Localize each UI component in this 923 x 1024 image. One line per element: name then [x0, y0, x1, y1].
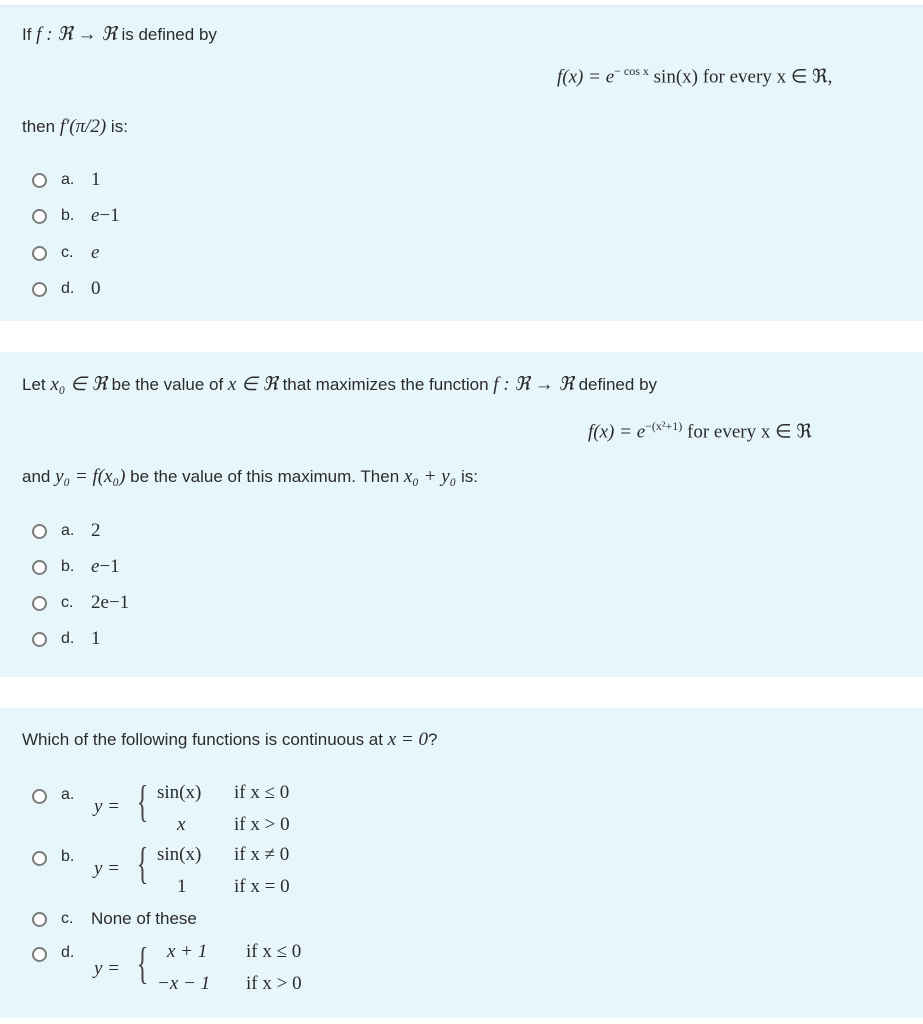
option-a[interactable] — [32, 169, 101, 191]
radio-button[interactable] — [32, 912, 47, 927]
question-1-prompt: then f′(π/2) is: — [22, 116, 128, 137]
piece-1-condition: if x ≤ 0 — [234, 782, 290, 803]
question-3-prompt: Which of the following functions is continuous at x = 0? — [22, 729, 438, 750]
radio-button[interactable] — [32, 596, 47, 611]
piece-2-condition: if x > 0 — [234, 814, 290, 835]
option-letter: d. — [61, 944, 75, 961]
option-d[interactable] — [32, 939, 302, 994]
question-2-intro: Let x₀ ∈ ℜ be the value of x ∈ ℜ that maximizes the function f : ℜ → ℜ defined by — [22, 374, 658, 395]
piece-2-expr: x — [177, 814, 186, 835]
option-letter: d. — [61, 280, 75, 297]
option-letter: d. — [61, 630, 75, 647]
option-b[interactable] — [32, 205, 120, 227]
option-exponent: −1 — [99, 556, 120, 577]
piece-2-expr: 1 — [177, 876, 187, 897]
radio-button[interactable] — [32, 560, 47, 575]
piece-1-expr: x + 1 — [167, 941, 208, 962]
option-d[interactable] — [32, 628, 101, 650]
piece-2-expr: −x − 1 — [157, 973, 211, 994]
option-value: e — [91, 205, 100, 226]
question-2-formula: $f(x) = e^{-(x^2+1)}$ for every x ∈ ℜ — [588, 419, 812, 443]
option-value: 1 — [91, 628, 101, 649]
piece-1-condition: if x ≤ 0 — [246, 941, 302, 962]
option-letter: c. — [61, 910, 74, 927]
option-value: 1 — [91, 169, 101, 190]
option-value: 2 — [91, 520, 101, 541]
question-1-intro: If f : ℜ → ℜ is defined by — [22, 24, 217, 45]
piece-1-expr: sin(x) — [157, 782, 202, 803]
option-letter: c. — [61, 594, 74, 611]
question-2-card — [0, 352, 923, 677]
brace: { — [136, 777, 149, 826]
option-c[interactable] — [32, 909, 197, 929]
question-1-card — [0, 5, 923, 321]
option-letter: b. — [61, 207, 75, 224]
piecewise-lhs: y = — [94, 858, 121, 879]
option-exponent: −1 — [99, 205, 120, 226]
option-letter: c. — [61, 244, 74, 261]
radio-button[interactable] — [32, 947, 47, 962]
option-b[interactable] — [32, 556, 120, 578]
piece-1-expr: sin(x) — [157, 844, 202, 865]
radio-button[interactable] — [32, 851, 47, 866]
option-a[interactable] — [32, 777, 290, 835]
option-d[interactable] — [32, 278, 101, 300]
radio-button[interactable] — [32, 524, 47, 539]
option-c[interactable] — [32, 242, 99, 264]
question-1-formula: $f(x) = e^{- cos x}$ sin(x) for every x ∈ ℜ, — [557, 64, 833, 88]
option-value: 0 — [91, 278, 101, 299]
question-3-card — [0, 708, 923, 1018]
radio-button[interactable] — [32, 209, 47, 224]
radio-button[interactable] — [32, 632, 47, 647]
option-value: e — [91, 242, 100, 263]
option-a[interactable] — [32, 520, 101, 542]
option-letter: b. — [61, 848, 75, 865]
option-letter: a. — [61, 171, 75, 188]
option-value: None of these — [91, 909, 197, 928]
question-2-prompt: and y₀ = f(x₀) be the value of this maximum. Then x₀ + y₀ is: — [22, 466, 479, 487]
brace: { — [136, 839, 149, 888]
option-letter: a. — [61, 522, 75, 539]
piece-2-condition: if x > 0 — [246, 973, 302, 994]
option-value: e — [91, 556, 100, 577]
option-exponent: −1 — [108, 592, 130, 613]
option-b[interactable] — [32, 839, 290, 897]
piece-2-condition: if x = 0 — [234, 876, 290, 897]
piecewise-lhs: y = — [94, 958, 121, 979]
radio-button[interactable] — [32, 789, 47, 804]
option-c[interactable] — [32, 592, 129, 614]
radio-button[interactable] — [32, 246, 47, 261]
option-value: 2e — [91, 592, 109, 613]
radio-button[interactable] — [32, 282, 47, 297]
option-letter: b. — [61, 558, 75, 575]
piece-1-condition: if x ≠ 0 — [234, 844, 290, 865]
piecewise-lhs: y = — [94, 796, 121, 817]
brace: { — [136, 939, 149, 988]
radio-button[interactable] — [32, 173, 47, 188]
option-letter: a. — [61, 786, 75, 803]
